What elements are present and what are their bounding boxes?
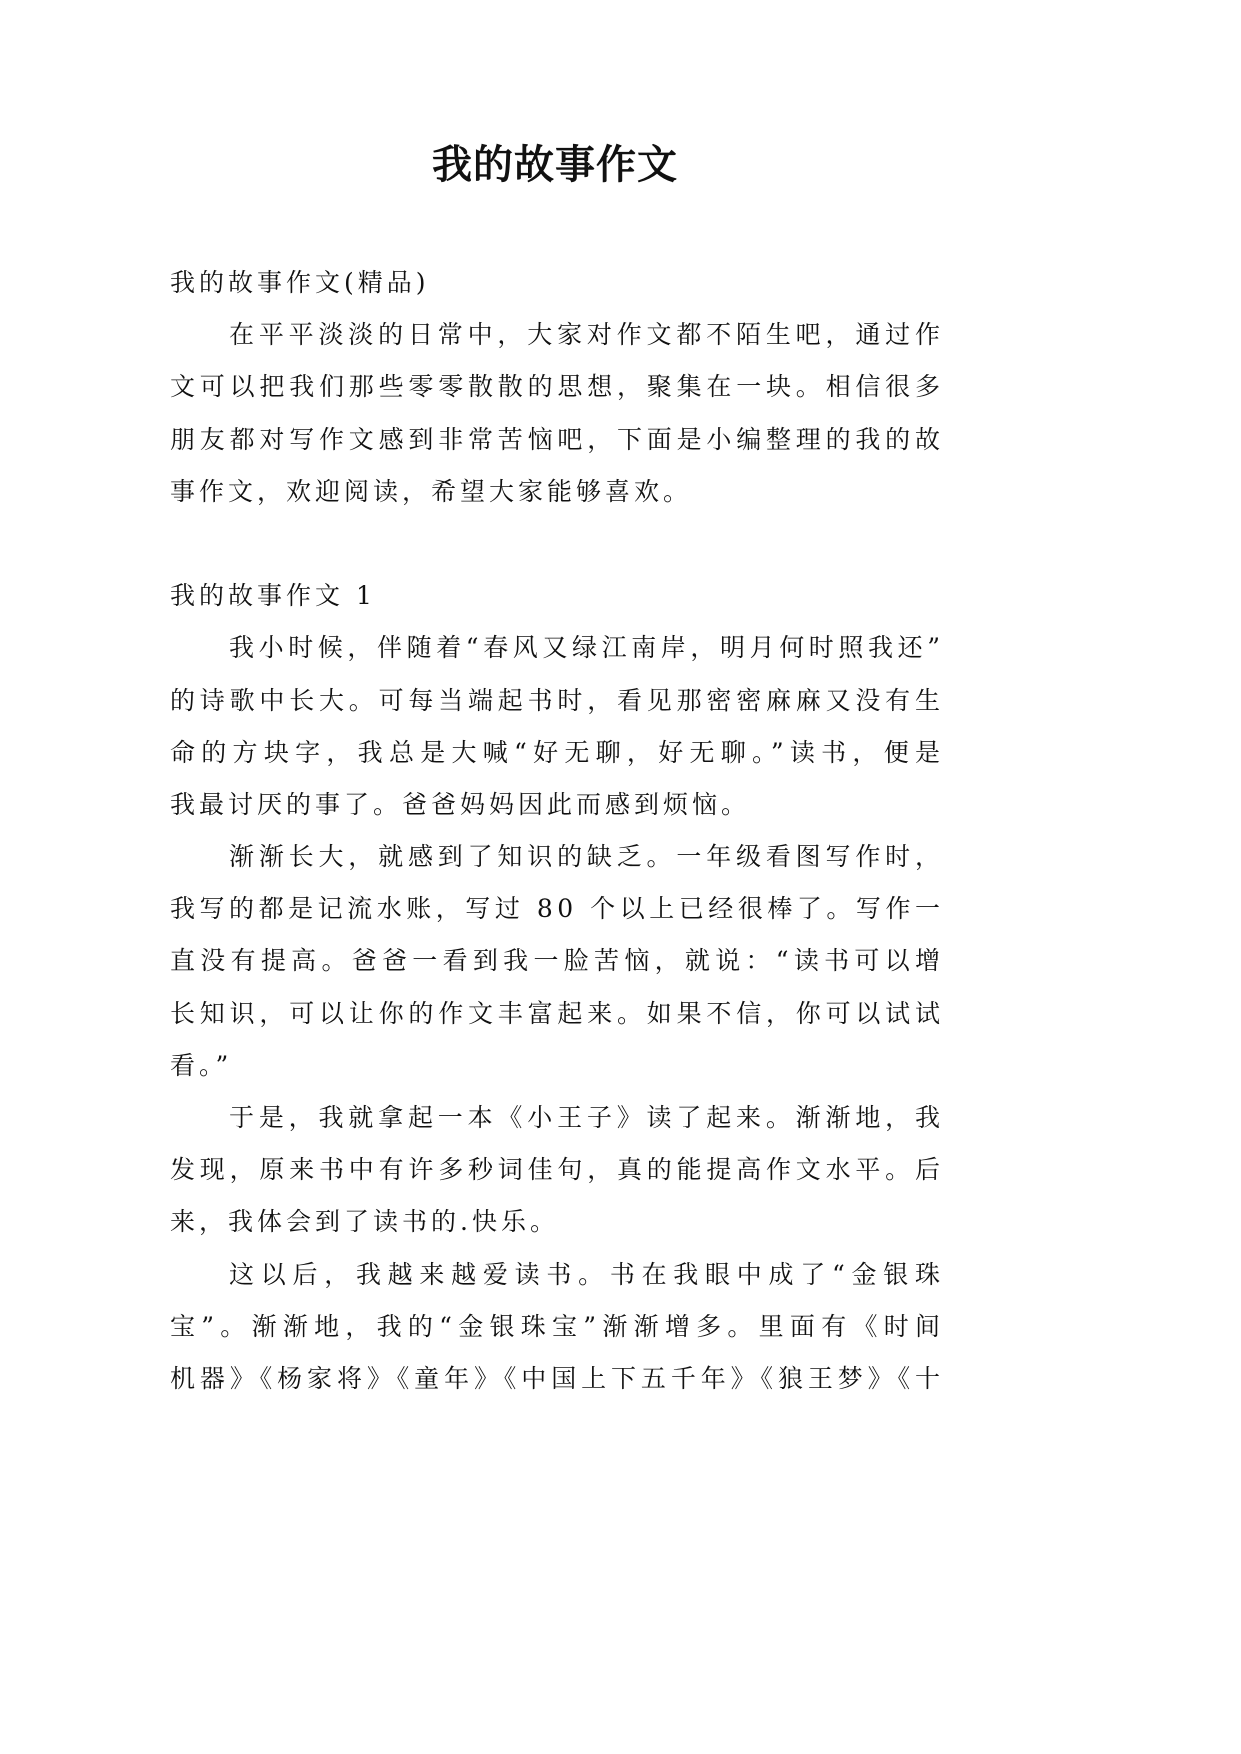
paragraph-line [170, 466, 940, 518]
line-text: 于是，我就拿起一本《小王子》读了起来。渐渐地，我 [229, 1103, 945, 1132]
paragraph-line [170, 935, 946, 987]
paragraph-line [170, 1144, 945, 1196]
paragraph-line [170, 1196, 940, 1248]
line-text: 发现，原来书中有许多秒词佳句，真的能提高作文水平。后 [170, 1155, 945, 1185]
line-text: 来，我体会到了读书的.快乐。 [170, 1207, 559, 1237]
intro-paragraph [170, 309, 945, 518]
paragraph-line [170, 831, 945, 883]
paragraph-line [170, 883, 945, 935]
story-paragraph [170, 1249, 947, 1406]
paragraph-line [170, 309, 945, 361]
line-text: 渐渐长大，就感到了知识的缺乏。一年级看图写作时， [229, 842, 945, 872]
paragraph-line [170, 988, 945, 1040]
paragraph-line [170, 361, 945, 413]
subtitle-text: 我的故事作文(精品) [170, 268, 430, 297]
line-text: 我写的都是记流水账，写过 80 个以上已经很棒了。写作一 [170, 894, 945, 924]
blank-line [170, 518, 940, 570]
line-text: 在平平淡淡的日常中，大家对作文都不陌生吧，通过作 [229, 320, 945, 350]
paragraph-line [170, 675, 945, 727]
paragraph-line [170, 779, 940, 831]
paragraph-line [170, 1040, 940, 1092]
line-text: 的诗歌中长大。可每当端起书时，看见那密密麻麻又没有生 [170, 685, 945, 715]
line-text: 直没有提高。爸爸一看到我一脸苦恼，就说：“读书可以增 [170, 946, 946, 976]
paragraph-line [170, 727, 947, 779]
story-paragraph [170, 831, 946, 1092]
story-paragraph [170, 622, 947, 831]
document-title: 我的故事作文 [432, 141, 678, 188]
line-text: 宝”。渐渐地，我的“金银珠宝”渐渐增多。里面有《时间 [170, 1311, 947, 1341]
story-paragraph [170, 1092, 945, 1249]
paragraph-line [170, 1092, 945, 1144]
line-text: 命的方块字，我总是大喊“好无聊，好无聊。”读书，便是 [170, 737, 947, 767]
paragraph-line [170, 1249, 947, 1301]
paragraph-line [170, 414, 945, 466]
line-text: 事作文，欢迎阅读，希望大家能够喜欢。 [170, 476, 693, 506]
paragraph-line [170, 622, 945, 674]
line-text: 文可以把我们那些零零散散的思想，聚集在一块。相信很多 [170, 372, 945, 402]
section-heading [170, 570, 940, 622]
document-body [170, 257, 947, 1405]
line-text: 这以后，我越来越爱读书。书在我眼中成了“金银珠 [229, 1259, 947, 1289]
paragraph-line [170, 1353, 945, 1405]
section-heading-text: 我的故事作文 1 [170, 581, 376, 611]
line-text: 朋友都对写作文感到非常苦恼吧，下面是小编整理的我的故 [170, 424, 945, 454]
line-text: 长知识，可以让你的作文丰富起来。如果不信，你可以试试 [170, 998, 945, 1028]
line-text: 机器》《杨家将》《童年》《中国上下五千年》《狼王梦》《十 [170, 1363, 945, 1393]
line-text: 我小时候，伴随着“春风又绿江南岸，明月何时照我还” [229, 633, 945, 663]
line-text: 看。” [170, 1050, 233, 1080]
paragraph-line [170, 1301, 947, 1353]
line-text: 我最讨厌的事了。爸爸妈妈因此而感到烦恼。 [170, 789, 751, 819]
document-subtitle [170, 257, 940, 309]
